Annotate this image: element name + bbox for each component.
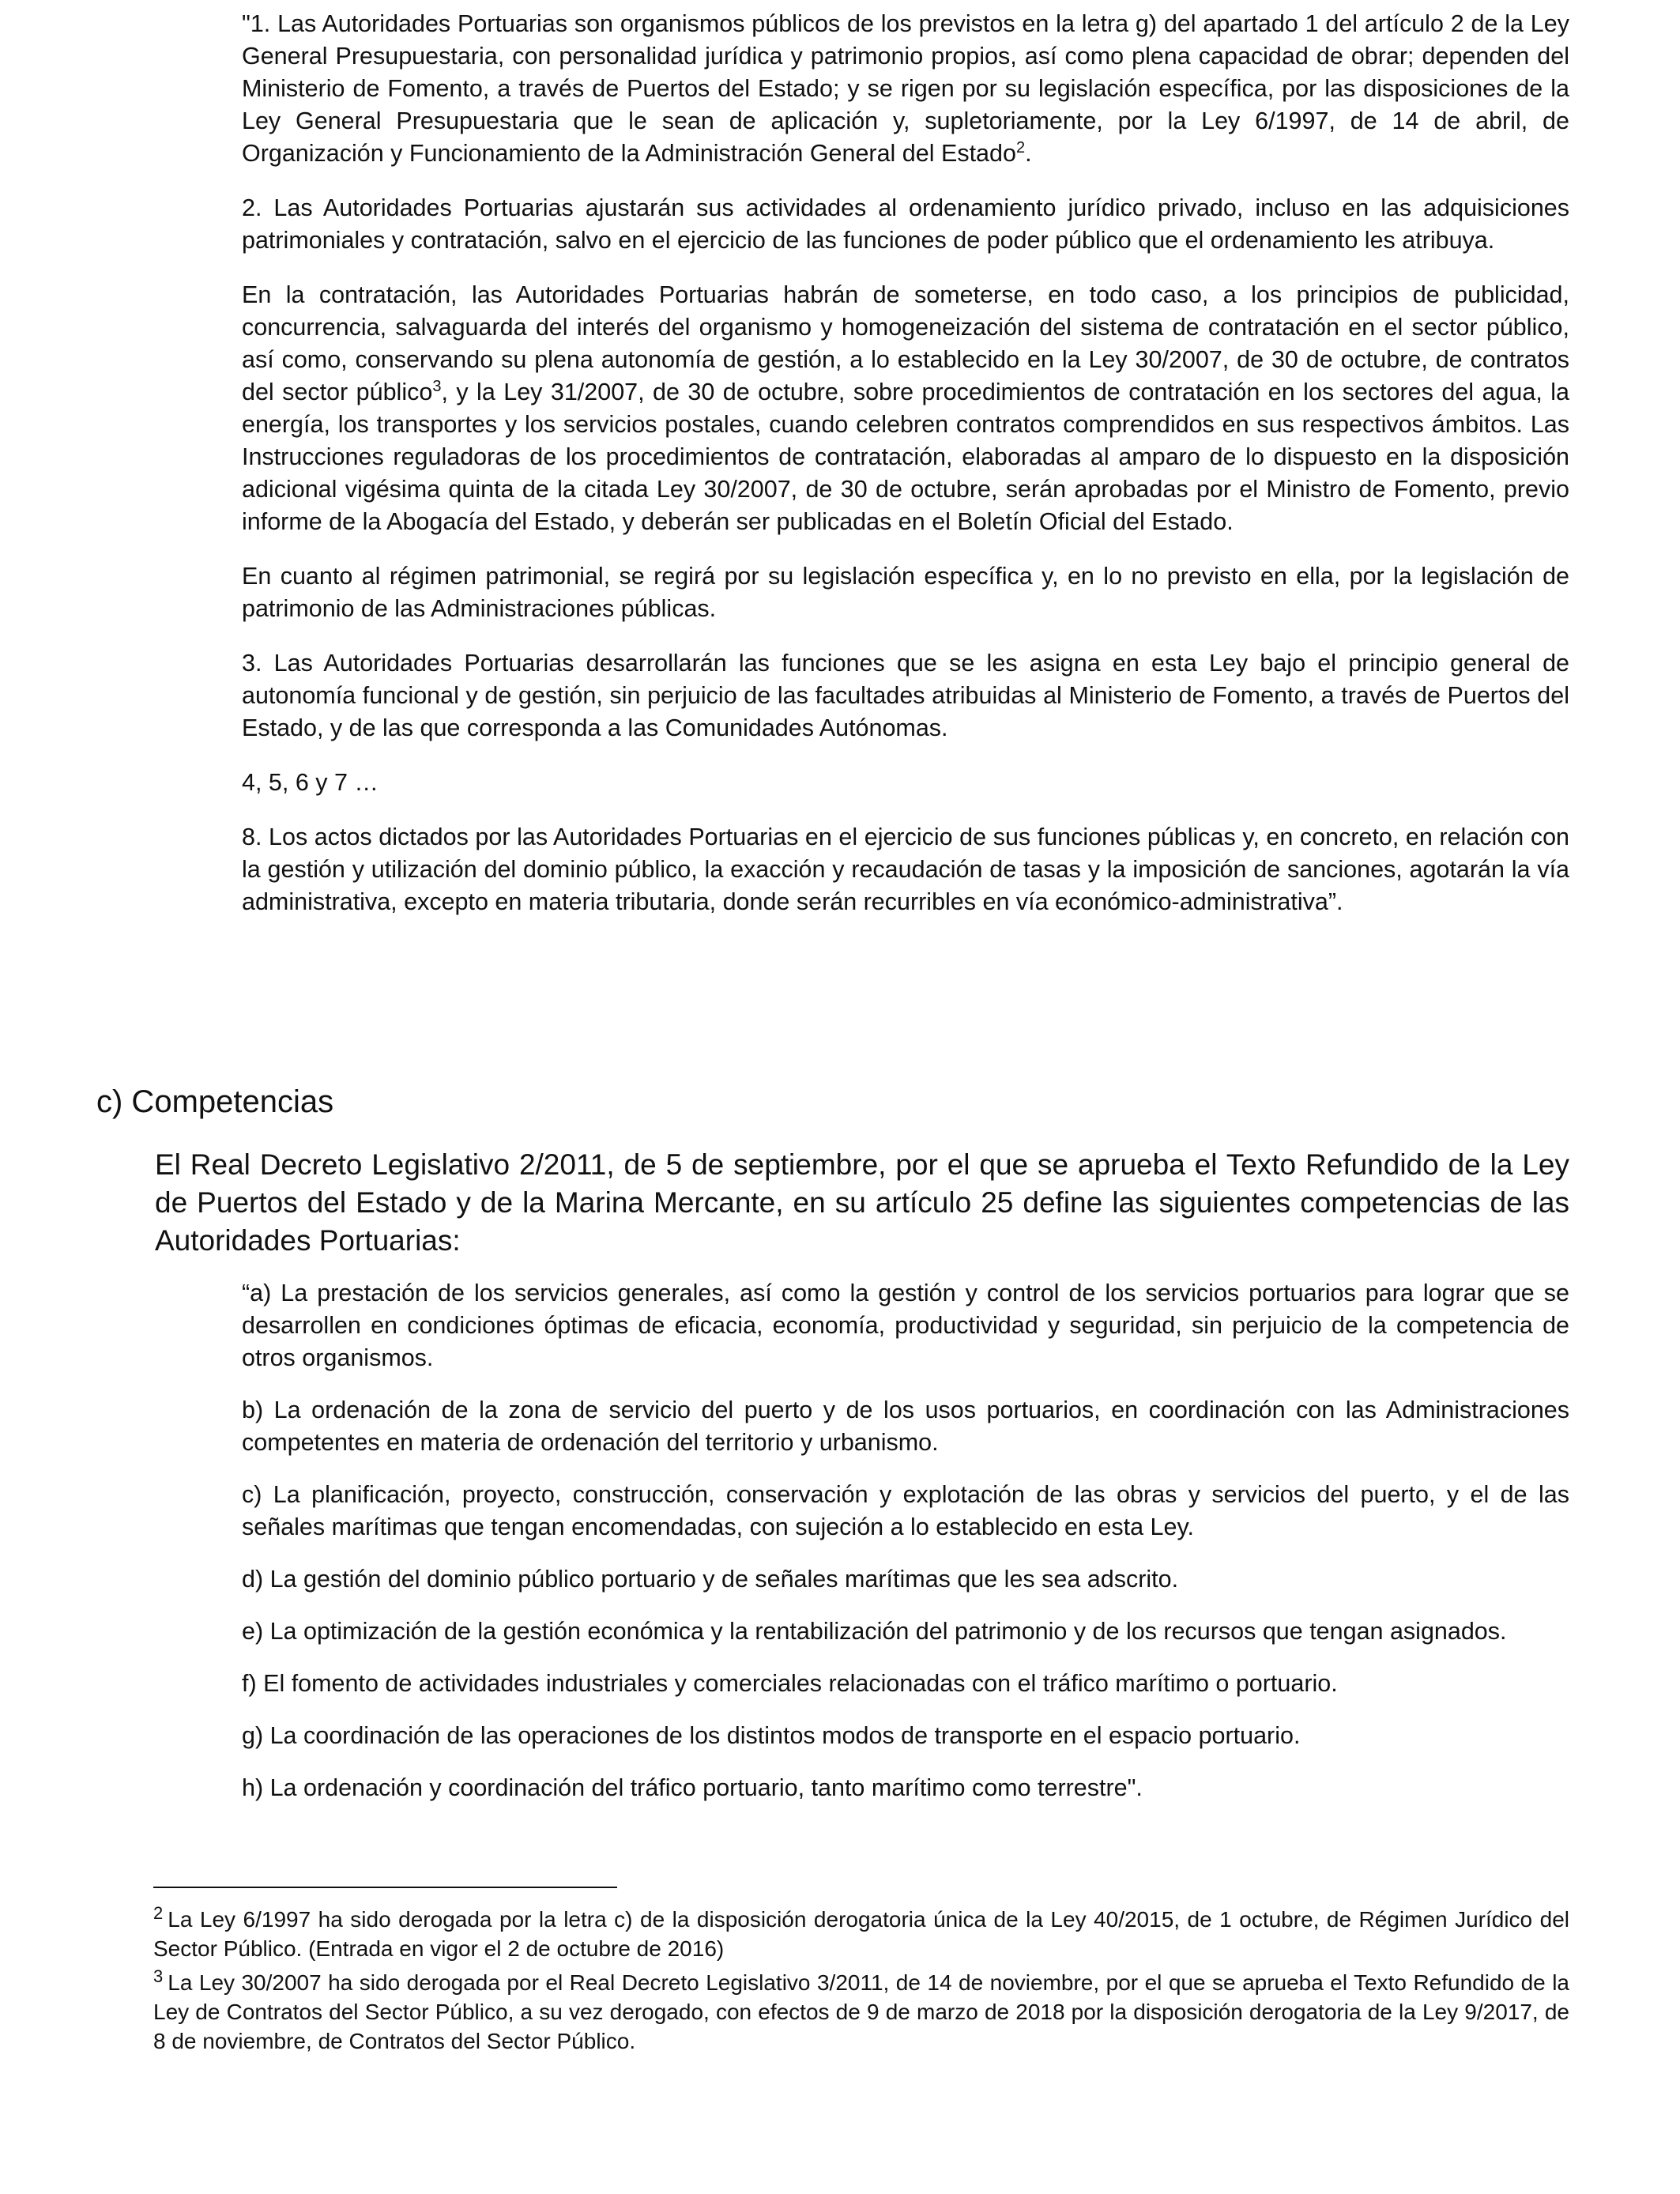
quote-paragraph-2: 2. Las Autoridades Portuarias ajustarán sus actividades al ordenamiento jurídico privado, incluso en las adquisiciones patrimoniales y contratación, salvo en el ejercicio de las funciones de poder público que el ordenamiento les atribuya. [242,194,1569,254]
section-heading: c) Competencias [96,1084,334,1119]
quote-paragraph-3-text: En la contratación, las Autoridades Portuarias habrán de someterse, en todo caso, a los principios de publicidad, concurrencia, salvaguarda del interés del organismo y homogeneización del sistema de contratación en el sector público, así como, conservando su plena autonomía de gestión, a lo establecido en la Ley 30/2007, de 30 de octubre, de contratos del sector público [242,281,1569,405]
quote-paragraph-7: 8. Los actos dictados por las Autoridades Portuarias en el ejercicio de sus funciones públicas y, en concreto, en relación con la gestión y utilización del dominio público, la exacción y recaudación de tasas y la imposición de sanciones, agotarán la vía administrativa, excepto en materia tributaria, donde serán recurribles en vía económico-administrativa”. [242,824,1569,915]
footnote-3 [153,1968,1569,2056]
competencia-item: g) La coordinación de las operaciones de los distintos modos de transporte en el espacio portuario. [242,1722,1301,1749]
competencias-list [242,1277,1569,1824]
competencia-item: b) La ordenación de la zona de servicio del puerto y de los usos portuarios, en coordinación con las Administraciones competentes en materia de ordenación del territorio y urbanismo. [242,1397,1569,1456]
footnote-text: La Ley 30/2007 ha sido derogada por el Real Decreto Legislativo 3/2011, de 14 de noviembre, por el que se aprueba el Texto Refundido de la Ley de Contratos del Sector Público, a su vez derogado, con efectos de 9 de marzo de 2018 por la disposición derogatoria de la Ley 9/2017, de 8 de noviembre, de Contratos del Sector Público. [153,1970,1569,2053]
quote-paragraph-3 [242,279,1569,538]
competencia-item: h) La ordenación y coordinación del tráfico portuario, tanto marítimo como terrestre". [242,1774,1143,1801]
competencia-item: c) La planificación, proyecto, construcción, conservación y explotación de las obras y servicios del puerto, y el de las señales marítimas que tengan encomendadas, con sujeción a lo establecido en esta Ley. [242,1481,1569,1540]
footnote-mark: 3 [153,1966,164,1986]
competencia-item: d) La gestión del dominio público portuario y de señales marítimas que les sea adscrito. [242,1566,1179,1593]
quote-paragraph-1-end: . [1025,140,1032,167]
footnote-text: La Ley 6/1997 ha sido derogada por la letra c) de la disposición derogatoria única de la Ley 40/2015, de 1 octubre, de Régimen Jurídico del Sector Público. (Entrada en vigor el 2 de octubre de 2016) [153,1907,1569,1961]
quote-paragraph-5: 3. Las Autoridades Portuarias desarrollarán las funciones que se les asigna en esta Ley bajo el principio general de autonomía funcional y de gestión, sin perjuicio de las facultades atribuidas al Ministerio de Fomento, a través de Puertos del Estado, y de las que corresponda a las Comunidades Autónomas. [242,650,1569,741]
footnote-reference-2[interactable]: 2 [1015,138,1026,156]
quote-paragraph-1 [242,8,1569,170]
quote-paragraph-4: En cuanto al régimen patrimonial, se regirá por su legislación específica y, en lo no previsto en ella, por la legislación de patrimonio de las Administraciones públicas. [242,563,1569,622]
quoted-article [242,8,1569,941]
footnote-2 [153,1902,1569,1963]
competencia-item: “a) La prestación de los servicios generales, así como la gestión y control de los servicios portuarios para lograr que se desarrollen en condiciones óptimas de eficacia, economía, productividad y seguridad, sin perjuicio de la competencia de otros organismos. [242,1280,1569,1371]
competencia-item: e) La optimización de la gestión económica y la rentabilización del patrimonio y de los recursos que tengan asignados. [242,1618,1507,1645]
footnote-mark: 2 [153,1902,164,1923]
quote-paragraph-3-end: , y la Ley 31/2007, de 30 de octubre, sobre procedimientos de contratación en los sectores del agua, la energía, los transportes y los servicios postales, cuando celebren contratos comprendidos en sus respectivos ámbitos. Las Instrucciones reguladoras de los procedimientos de contratación, elaboradas al amparo de lo dispuesto en la disposición adicional vigésima quinta de la citada Ley 30/2007, de 30 de octubre, serán aprobadas por el Ministro de Fomento, previo informe de la Abogacía del Estado, y deberán ser publicadas en el Boletín Oficial del Estado. [242,379,1569,535]
quote-paragraph-6: 4, 5, 6 y 7 … [242,769,379,796]
footnote-reference-3[interactable]: 3 [432,377,442,395]
section-intro: El Real Decreto Legislativo 2/2011, de 5 de septiembre, por el que se aprueba el Texto Refundido de la Ley de Puertos del Estado y de la Marina Mercante, en su artículo 25 define las siguientes competencias de las Autoridades Portuarias: [155,1148,1569,1257]
competencia-item: f) El fomento de actividades industriales y comerciales relacionadas con el tráfico marítimo o portuario. [242,1670,1338,1697]
footnote-separator [153,1887,617,1888]
footnotes [153,1902,1569,2060]
quote-paragraph-1-text: "1. Las Autoridades Portuarias son organismos públicos de los previstos en la letra g) del apartado 1 del artículo 2 de la Ley General Presupuestaria, con personalidad jurídica y patrimonio propios, así como plena capacidad de obrar; dependen del Ministerio de Fomento, a través de Puertos del Estado; y se rigen por su legislación específica, por las disposiciones de la Ley General Presupuestaria que le sean de aplicación y, supletoriamente, por la Ley 6/1997, de 14 de abril, de Organización y Funcionamiento de la Administración General del Estado [242,10,1569,167]
